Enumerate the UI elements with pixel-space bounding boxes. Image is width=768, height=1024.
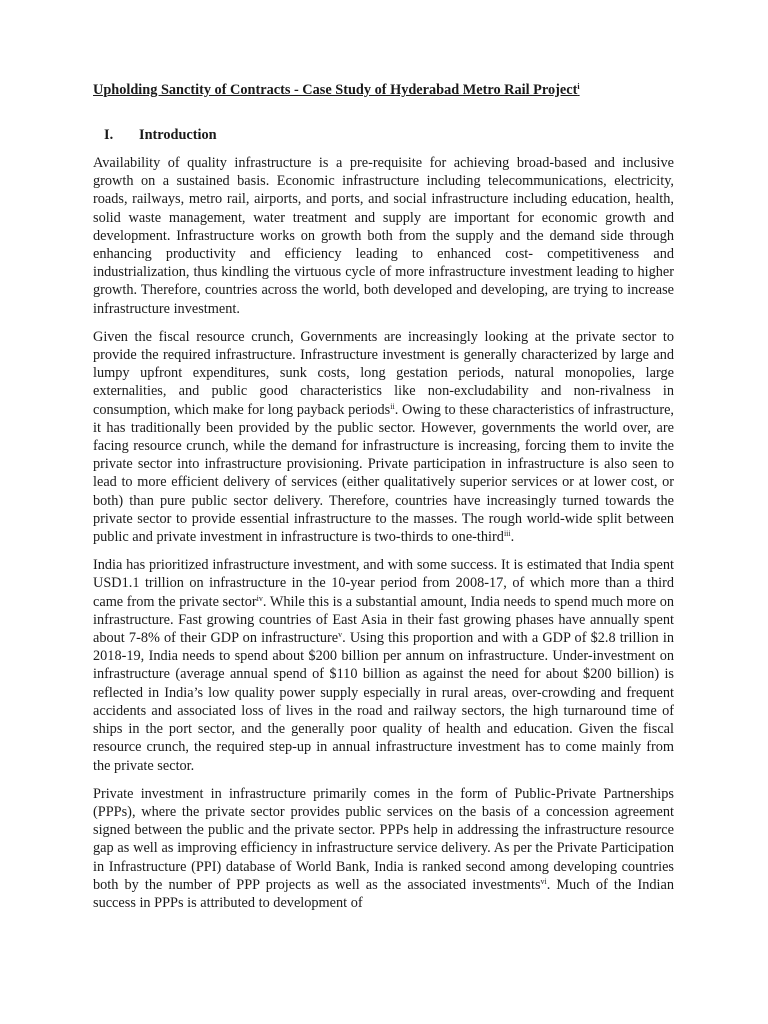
footnote-marker-iv[interactable]: iv — [256, 593, 263, 603]
section-heading — [104, 127, 674, 144]
paragraph-4 — [93, 785, 674, 912]
section-title: Introduction — [139, 127, 217, 143]
footnote-marker-iii[interactable]: iii — [503, 529, 511, 539]
paragraph-2-part-a: Given the fiscal resource crunch, Governments are increasingly looking at the private sector to provide the required infrastructure. Infrastructure investment is generally characterized by large and lumpy upfront expenditures, sunk costs, long gestation periods, natural monopolies, large externalities, and public good characteristics like non-excludability and non-rivalness in consumption, which make for long payback periods — [93, 328, 674, 418]
paragraph-2 — [93, 328, 674, 546]
paragraph-2-part-c: . — [510, 529, 515, 546]
paragraph-1: Availability of quality infrastructure is a pre-requisite for achieving broad-based and inclusive growth on a sustained basis. Economic infrastructure including telecommunications, electricity, roads, railways, metro rail, airports, and ports, and social infrastructure including education, health, solid waste management, water treatment and supply are important for economic growth and development. Infrastructure works on growth both from the supply and the demand side through enhancing productivity and efficiency leading to enhanced cost- competitiveness and industrialization, thus kindling the virtuous cycle of more infrastructure investment leading to higher growth. Therefore, countries across the world, both developed and developing, are trying to increase infrastructure investment. — [93, 155, 674, 317]
paragraph-3-part-c: . Using this proportion and with a GDP of $2.8 trillion in 2018-19, India needs to spend about $200 billion per annum on infrastructure. Under-investment on infrastructure (average annual spend of $110 billion as against the need for about $200 billion) is reflected in India’s low quality power supply especially in rural areas, over-crowding and frequent accidents and associated loss of lives in the road and railway sectors, the high turnaround time of ships in the port sector, and the generally poor quality of health and education. Given the fiscal resource crunch, the required step-up in annual infrastructure investment has to come mainly from the private sector. — [93, 630, 674, 774]
title-footnote-marker[interactable]: i — [577, 82, 580, 91]
paragraph-4-part-b: . Much of the Indian success in PPPs is attributed to development of — [93, 876, 674, 911]
footnote-marker-vi[interactable]: vi — [540, 876, 547, 886]
title-text: Upholding Sanctity of Contracts - Case Study of Hyderabad Metro Rail Project — [93, 82, 578, 98]
paragraph-2-part-b: . Owing to these characteristics of infrastructure, it has traditionally been provided by the public sector. However, governments the world over, are facing resource crunch, while the demand for infrastructure is increasing, forcing them to invite the private sector into infrastructure provisioning. Private participation in infrastructure is also seen to lead to more efficient delivery of services (either qualitatively superior services or at lower cost, or both) than pure public sector delivery. Therefore, countries have increasingly turned towards the private sector to provide essential infrastructure to the masses. The rough world-wide split between public and private investment in infrastructure is two-thirds to one-third — [93, 401, 675, 546]
footnote-marker-v[interactable]: v — [338, 630, 343, 640]
footnote-marker-ii[interactable]: ii — [390, 401, 395, 411]
paragraph-3 — [93, 556, 674, 774]
section-number: I. — [104, 127, 114, 143]
paragraph-3-part-a: India has prioritized infrastructure investment, and with some success. It is estimated that India spent USD1.1 trillion on infrastructure in the 10-year period from 2008-17, of which more than a third came from the private sector — [93, 557, 674, 610]
paragraph-3-part-b: . While this is a substantial amount, India needs to spend much more on infrastructure. Fast growing countries of East Asia in their fast growing phases have annually spent about 7-8% of their GDP on infrastructure — [93, 593, 675, 647]
document-title — [93, 82, 674, 99]
paragraph-4-part-a: Private investment in infrastructure primarily comes in the form of Public-Private Partnerships (PPPs), where the private sector provides public services on the basis of a concession agreement signed between the public and the private sector. PPPs help in addressing the infrastructure resource gap as well as improving efficiency in infrastructure service delivery. As per the Private Participation in Infrastructure (PPI) database of World Bank, India is ranked second among developing countries both by the number of PPP projects as well as the associated investments — [93, 785, 674, 893]
